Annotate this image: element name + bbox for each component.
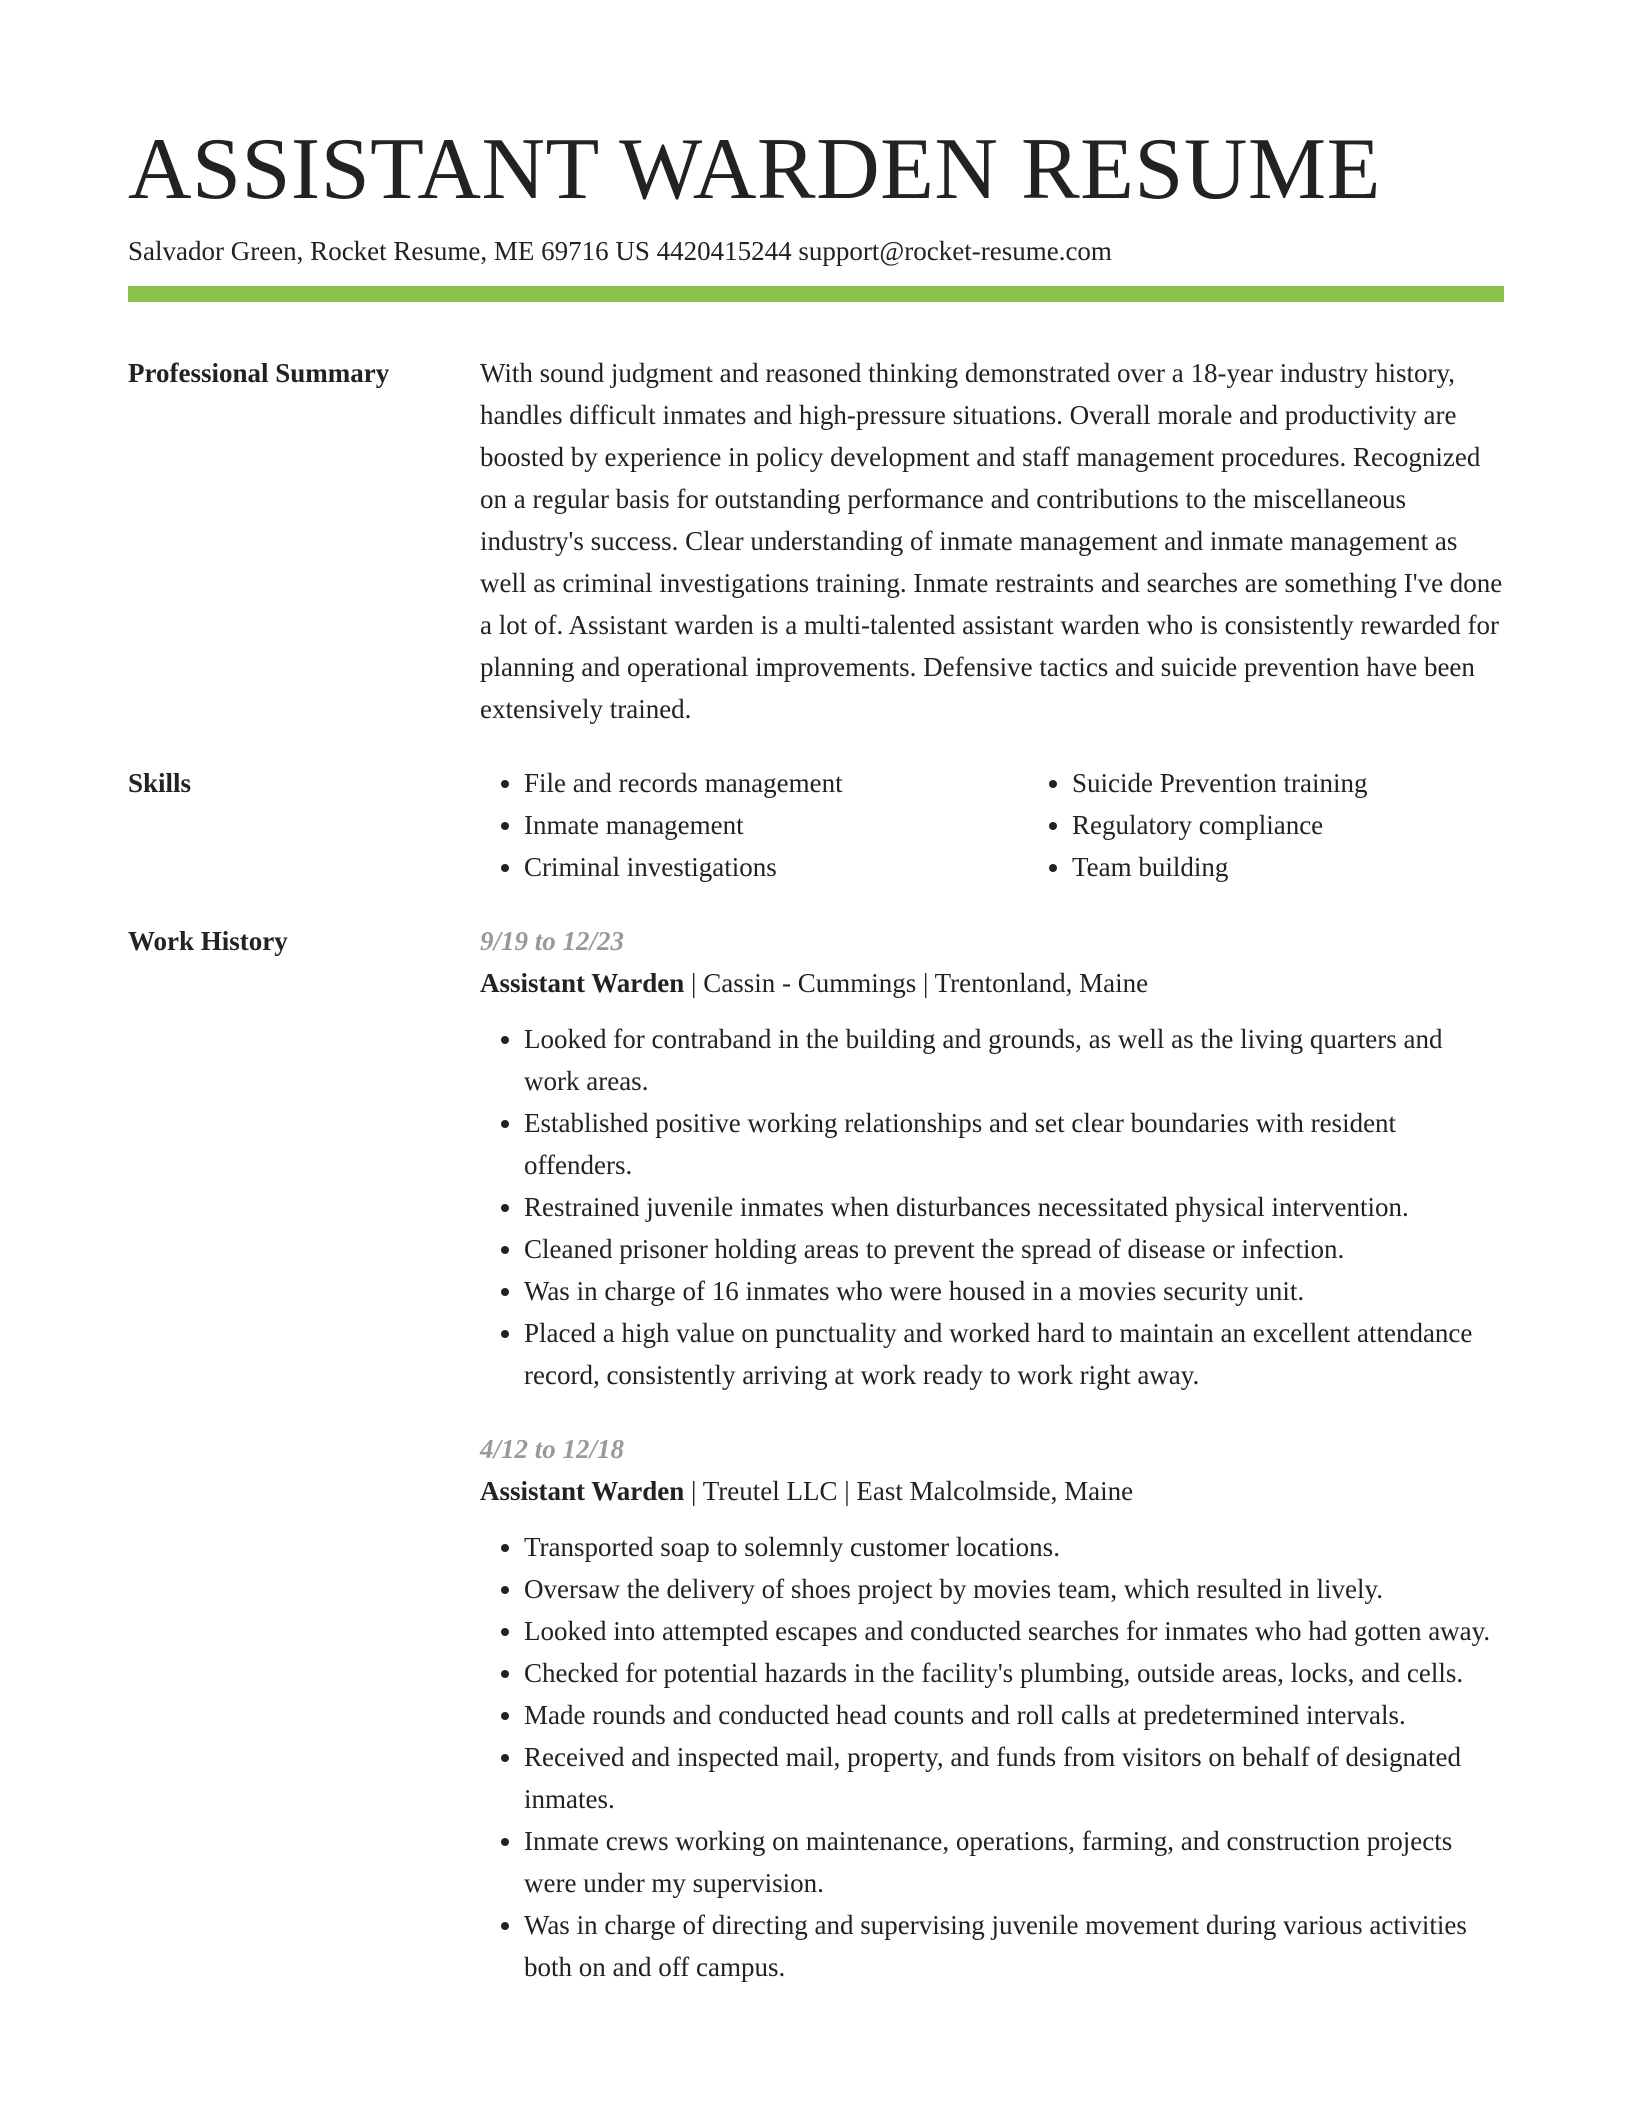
job-bullet: • Made rounds and conducted head counts and roll calls at predetermined intervals.	[524, 1694, 1504, 1736]
job-details: | Treutel LLC | East Malcolmside, Maine	[684, 1476, 1134, 1506]
job-bullet: • Established positive working relationships and set clear boundaries with resident offenders.	[524, 1102, 1504, 1186]
job-bullet: • Looked for contraband in the building and grounds, as well as the living quarters and work areas.	[524, 1018, 1504, 1102]
skills-label: Skills	[128, 768, 192, 798]
work-history-label: Work History	[128, 926, 288, 956]
summary-text: With sound judgment and reasoned thinking demonstrated over a 18-year industry history, handles difficult inmates and high-pressure situations. Overall morale and productivity are boosted by experience in policy development and staff management procedures. Recognized on a regular basis for outstanding performance and contributions to the miscellaneous industry's success. Clear understanding of inmate management and inmate management as well as criminal investigations training. Inmate restraints and searches are something I've done a lot of. Assistant warden is a multi-talented assistant warden who is consistently rewarded for planning and operational improvements. Defensive tactics and suicide prevention have been extensively trained.	[480, 358, 1503, 724]
skill-item: • Inmate management	[524, 804, 1028, 846]
skills-grid	[480, 762, 1576, 888]
contact-line: Salvador Green, Rocket Resume, ME 69716 US 4420415244 support@rocket-resume.com	[128, 236, 1112, 266]
job-bullet: • Was in charge of directing and supervising juvenile movement during various activities both on and off campus.	[524, 1904, 1504, 1988]
resume-title: ASSISTANT WARDEN RESUME	[128, 121, 1381, 218]
summary-label: Professional Summary	[128, 358, 390, 388]
job-heading	[480, 962, 1504, 1004]
job-bullet: • Checked for potential hazards in the facility's plumbing, outside areas, locks, and cells.	[524, 1652, 1504, 1694]
job-bullet: • Received and inspected mail, property, and funds from visitors on behalf of designated inmates.	[524, 1736, 1504, 1820]
job-bullets	[480, 1526, 1504, 1988]
job-dates: 4/12 to 12/18	[480, 1434, 625, 1464]
job-bullet: • Cleaned prisoner holding areas to prevent the spread of disease or infection.	[524, 1228, 1504, 1270]
job-bullet: • Oversaw the delivery of shoes project by movies team, which resulted in lively.	[524, 1568, 1504, 1610]
skills-column-left	[480, 762, 1028, 888]
resume-page	[128, 0, 1504, 1988]
skill-item: • Team building	[1072, 846, 1576, 888]
job-heading	[480, 1470, 1504, 1512]
job-dates: 9/19 to 12/23	[480, 926, 625, 956]
skill-item: • Criminal investigations	[524, 846, 1028, 888]
job-bullets	[480, 1018, 1504, 1396]
job-bullet: • Inmate crews working on maintenance, operations, farming, and construction projects were under my supervision.	[524, 1820, 1504, 1904]
job-entry	[480, 920, 1504, 1396]
job-bullet: • Transported soap to solemnly customer locations.	[524, 1526, 1504, 1568]
job-title: Assistant Warden	[480, 1476, 685, 1506]
skill-item: • Suicide Prevention training	[1072, 762, 1576, 804]
summary-section	[128, 352, 1504, 730]
skill-item: • File and records management	[524, 762, 1028, 804]
skills-section	[128, 762, 1504, 888]
job-bullet: • Was in charge of 16 inmates who were housed in a movies security unit.	[524, 1270, 1504, 1312]
job-title: Assistant Warden	[480, 968, 685, 998]
job-entry	[480, 1428, 1504, 1988]
job-details: | Cassin - Cummings | Trentonland, Maine	[684, 968, 1149, 998]
accent-divider	[128, 286, 1504, 302]
skills-column-right	[1028, 762, 1576, 888]
skill-item: • Regulatory compliance	[1072, 804, 1576, 846]
work-history-section	[128, 920, 1504, 1988]
job-bullet: • Placed a high value on punctuality and worked hard to maintain an excellent attendance record, consistently arriving at work ready to work right away.	[524, 1312, 1504, 1396]
job-bullet: • Restrained juvenile inmates when disturbances necessitated physical intervention.	[524, 1186, 1504, 1228]
job-bullet: • Looked into attempted escapes and conducted searches for inmates who had gotten away.	[524, 1610, 1504, 1652]
